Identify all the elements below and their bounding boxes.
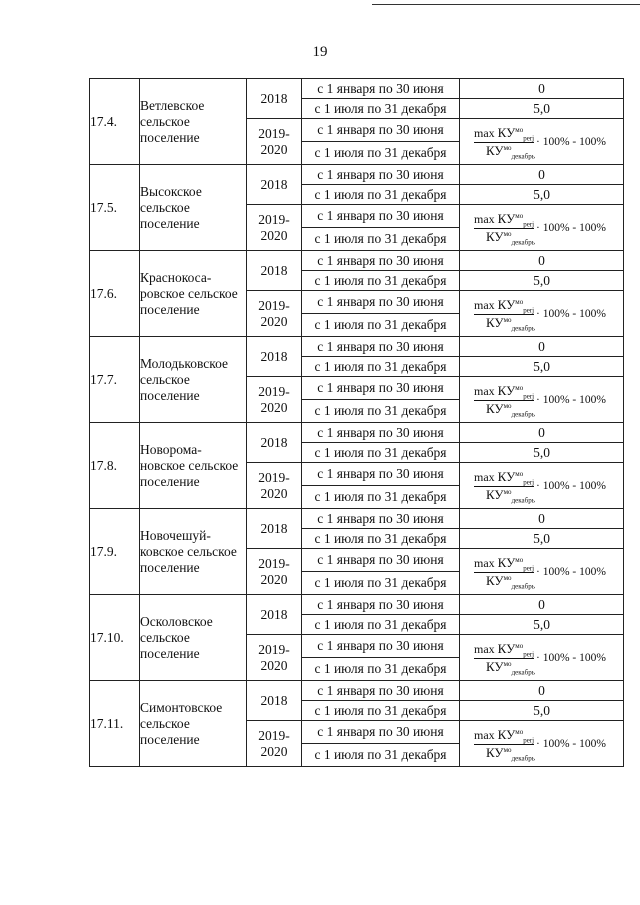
period-cell <box>302 271 460 291</box>
value-text: 5,0 <box>533 616 550 632</box>
year-text: 2018 <box>260 434 288 450</box>
year-text: 2018 <box>260 520 288 536</box>
formula-part: мо <box>503 659 512 668</box>
formula-tail <box>536 478 606 494</box>
formula-cell <box>460 205 624 251</box>
formula-part: КУ <box>497 554 516 570</box>
value-cell <box>460 165 624 185</box>
row-number-text: 17.5. <box>90 199 117 215</box>
value-cell <box>460 99 624 119</box>
formula-part: мо <box>515 211 524 220</box>
value-text: 0 <box>538 252 545 268</box>
formula-part: КУ <box>497 382 516 398</box>
settlement-name <box>140 251 247 337</box>
formula-part: мо <box>503 745 512 754</box>
table-row <box>90 595 624 615</box>
year-text: 2018 <box>260 176 288 192</box>
year-cell <box>247 721 302 767</box>
value-text: 5,0 <box>533 702 550 718</box>
value-text: 0 <box>538 166 545 182</box>
formula-part: · <box>536 479 540 492</box>
year-text: 2018 <box>260 606 288 622</box>
row-number-text: 17.7. <box>90 371 117 387</box>
formula-part: max <box>474 727 495 742</box>
year-cell <box>247 251 302 291</box>
formula-part: КУ <box>486 486 504 502</box>
formula-numerator <box>474 383 534 401</box>
year-text: 2019-2020 <box>258 383 290 415</box>
value-text: 5,0 <box>533 100 550 116</box>
period-cell <box>302 658 460 681</box>
period-cell <box>302 377 460 400</box>
row-number <box>90 423 140 509</box>
value-cell <box>460 271 624 291</box>
formula-numerator <box>474 727 534 745</box>
formula-denominator <box>486 315 535 331</box>
value-text: 0 <box>538 510 545 526</box>
year-text: 2019-2020 <box>258 727 290 759</box>
value-cell <box>460 701 624 721</box>
formula-part: КУ <box>486 228 504 244</box>
settlement-name <box>140 681 247 767</box>
table-row <box>90 509 624 529</box>
period-text: с 1 июля по 31 декабря <box>314 575 447 590</box>
year-text: 2019-2020 <box>258 641 290 673</box>
tariff-table <box>89 78 624 767</box>
formula-part: · <box>536 393 540 406</box>
period-cell <box>302 635 460 658</box>
page-number: 19 <box>312 44 328 60</box>
period-text: с 1 января по 30 июня <box>317 510 444 526</box>
formula-part: · <box>536 651 540 664</box>
formula-cell <box>460 721 624 767</box>
settlement-name-text: Высокское сельское поселение <box>140 183 202 231</box>
formula-part: 100% - 100% <box>542 221 606 234</box>
period-text: с 1 июля по 31 декабря <box>314 272 447 288</box>
year-cell <box>247 337 302 377</box>
period-cell <box>302 529 460 549</box>
value-cell <box>460 529 624 549</box>
formula-part: мо <box>503 315 512 324</box>
value-cell <box>460 79 624 99</box>
formula-denominator <box>486 229 535 245</box>
year-cell <box>247 635 302 681</box>
formula-part: мо <box>515 297 524 306</box>
row-number-text: 17.9. <box>90 543 117 559</box>
settlement-name-text: Краснокоса-ровское сельское поселение <box>140 269 238 317</box>
formula-part: мо <box>503 401 512 410</box>
row-number <box>90 251 140 337</box>
formula-cell <box>460 549 624 595</box>
formula-tail <box>536 220 606 236</box>
formula-numerator <box>474 641 534 659</box>
period-cell <box>302 165 460 185</box>
period-text: с 1 января по 30 июня <box>317 552 444 567</box>
row-number-text: 17.6. <box>90 285 117 301</box>
period-cell <box>302 251 460 271</box>
formula-part: мо <box>515 727 524 736</box>
growth-formula <box>460 207 623 249</box>
period-cell <box>302 357 460 377</box>
formula-part: · <box>536 221 540 234</box>
growth-formula <box>460 551 623 593</box>
period-text: с 1 июля по 31 декабря <box>314 489 447 504</box>
row-number <box>90 595 140 681</box>
formula-part: мо <box>515 641 524 650</box>
year-text: 2019-2020 <box>258 555 290 587</box>
year-cell <box>247 423 302 463</box>
period-text: с 1 января по 30 июня <box>317 294 444 309</box>
settlement-name-text: Осколовское сельское поселение <box>140 613 213 661</box>
period-cell <box>302 99 460 119</box>
growth-formula <box>460 637 623 679</box>
period-cell <box>302 572 460 595</box>
formula-cell <box>460 635 624 681</box>
period-text: с 1 января по 30 июня <box>317 252 444 268</box>
year-cell <box>247 377 302 423</box>
year-text: 2019-2020 <box>258 211 290 243</box>
formula-part: · <box>536 565 540 578</box>
period-cell <box>302 119 460 142</box>
value-cell <box>460 185 624 205</box>
formula-part: реrj <box>523 563 535 572</box>
period-text: с 1 июля по 31 декабря <box>314 661 447 676</box>
period-text: с 1 января по 30 июня <box>317 724 444 739</box>
formula-part: КУ <box>497 296 516 312</box>
value-text: 0 <box>538 682 545 698</box>
formula-part: 100% - 100% <box>542 565 606 578</box>
formula-part: КУ <box>497 210 516 226</box>
period-text: с 1 июля по 31 декабря <box>314 145 447 160</box>
formula-part: реrj <box>523 735 535 744</box>
period-cell <box>302 185 460 205</box>
formula-part: декабрь <box>511 151 535 160</box>
formula-part: 100% - 100% <box>542 479 606 492</box>
formula-numerator <box>474 469 534 487</box>
formula-part: 100% - 100% <box>542 651 606 664</box>
row-number <box>90 337 140 423</box>
formula-denominator <box>486 487 535 503</box>
year-cell <box>247 509 302 549</box>
formula-cell <box>460 463 624 509</box>
formula-part: декабрь <box>511 409 535 418</box>
formula-part: КУ <box>497 640 516 656</box>
formula-part: КУ <box>497 726 516 742</box>
formula-tail <box>536 650 606 666</box>
row-number-text: 17.8. <box>90 457 117 473</box>
row-number <box>90 79 140 165</box>
formula-tail <box>536 564 606 580</box>
period-text: с 1 июля по 31 декабря <box>314 530 447 546</box>
formula-part: · <box>536 737 540 750</box>
table-row <box>90 681 624 701</box>
formula-part: КУ <box>486 142 504 158</box>
formula-part: max <box>474 383 495 398</box>
period-text: с 1 января по 30 июня <box>317 682 444 698</box>
formula-part: КУ <box>497 468 516 484</box>
formula-part: мо <box>503 573 512 582</box>
formula-part: реrj <box>523 391 535 400</box>
settlement-name-text: Молодьковское сельское поселение <box>140 355 229 403</box>
formula-part: декабрь <box>511 323 535 332</box>
period-text: с 1 июля по 31 декабря <box>314 747 447 762</box>
period-cell <box>302 423 460 443</box>
formula-part: 100% - 100% <box>542 737 606 750</box>
value-text: 0 <box>538 596 545 612</box>
formula-numerator <box>474 125 534 143</box>
year-text: 2018 <box>260 692 288 708</box>
formula-part: max <box>474 469 495 484</box>
period-text: с 1 июля по 31 декабря <box>314 403 447 418</box>
year-cell <box>247 291 302 337</box>
period-cell <box>302 400 460 423</box>
value-text: 0 <box>538 424 545 440</box>
period-text: с 1 июля по 31 декабря <box>314 702 447 718</box>
formula-denominator <box>486 143 535 159</box>
settlement-name <box>140 509 247 595</box>
year-text: 2019-2020 <box>258 469 290 501</box>
period-text: с 1 января по 30 июня <box>317 380 444 395</box>
period-text: с 1 июля по 31 декабря <box>314 186 447 202</box>
year-cell <box>247 463 302 509</box>
value-text: 0 <box>538 338 545 354</box>
period-cell <box>302 549 460 572</box>
value-cell <box>460 595 624 615</box>
formula-part: КУ <box>486 572 504 588</box>
growth-formula <box>460 121 623 163</box>
formula-part: мо <box>515 555 524 564</box>
formula-part: мо <box>503 229 512 238</box>
value-cell <box>460 509 624 529</box>
row-number-text: 17.4. <box>90 113 117 129</box>
formula-denominator <box>486 745 535 761</box>
settlement-name <box>140 165 247 251</box>
formula-part: декабрь <box>511 753 535 762</box>
formula-cell <box>460 291 624 337</box>
value-cell <box>460 443 624 463</box>
period-text: с 1 июля по 31 декабря <box>314 231 447 246</box>
formula-tail <box>536 736 606 752</box>
period-text: с 1 января по 30 июня <box>317 208 444 223</box>
table-row <box>90 337 624 357</box>
formula-part: мо <box>515 125 524 134</box>
year-cell <box>247 119 302 165</box>
settlement-name <box>140 595 247 681</box>
formula-part: реrj <box>523 305 535 314</box>
formula-part: реrj <box>523 649 535 658</box>
period-cell <box>302 228 460 251</box>
period-text: с 1 июля по 31 декабря <box>314 100 447 116</box>
period-cell <box>302 721 460 744</box>
table-row <box>90 79 624 99</box>
year-cell <box>247 165 302 205</box>
period-text: с 1 января по 30 июня <box>317 80 444 96</box>
period-cell <box>302 314 460 337</box>
period-cell <box>302 681 460 701</box>
formula-numerator <box>474 555 534 573</box>
formula-part: КУ <box>497 124 516 140</box>
growth-formula <box>460 465 623 507</box>
formula-part: 100% - 100% <box>542 307 606 320</box>
period-text: с 1 июля по 31 декабря <box>314 358 447 374</box>
year-text: 2018 <box>260 262 288 278</box>
row-number <box>90 165 140 251</box>
period-cell <box>302 509 460 529</box>
period-cell <box>302 701 460 721</box>
period-text: с 1 января по 30 июня <box>317 596 444 612</box>
formula-part: 100% - 100% <box>542 135 606 148</box>
formula-part: мо <box>515 469 524 478</box>
formula-part: КУ <box>486 400 504 416</box>
period-text: с 1 июля по 31 декабря <box>314 317 447 332</box>
period-cell <box>302 291 460 314</box>
formula-part: декабрь <box>511 495 535 504</box>
formula-part: · <box>536 307 540 320</box>
formula-part: max <box>474 125 495 140</box>
year-text: 2019-2020 <box>258 125 290 157</box>
table-row <box>90 423 624 443</box>
formula-tail <box>536 306 606 322</box>
growth-formula <box>460 379 623 421</box>
period-text: с 1 июля по 31 декабря <box>314 444 447 460</box>
formula-denominator <box>486 401 535 417</box>
settlement-name <box>140 79 247 165</box>
value-cell <box>460 681 624 701</box>
formula-part: КУ <box>486 744 504 760</box>
formula-part: КУ <box>486 314 504 330</box>
formula-part: реrj <box>523 477 535 486</box>
formula-part: мо <box>515 383 524 392</box>
period-text: с 1 января по 30 июня <box>317 638 444 653</box>
formula-part: КУ <box>486 658 504 674</box>
value-text: 0 <box>538 80 545 96</box>
value-text: 5,0 <box>533 272 550 288</box>
formula-part: max <box>474 641 495 656</box>
growth-formula <box>460 723 623 765</box>
period-text: с 1 января по 30 июня <box>317 466 444 481</box>
settlement-name <box>140 337 247 423</box>
formula-part: max <box>474 297 495 312</box>
formula-denominator <box>486 659 535 675</box>
year-cell <box>247 205 302 251</box>
period-cell <box>302 744 460 767</box>
row-number-text: 17.11. <box>90 715 124 731</box>
period-cell <box>302 205 460 228</box>
growth-formula <box>460 293 623 335</box>
formula-cell <box>460 119 624 165</box>
formula-part: реrj <box>523 219 535 228</box>
formula-part: мо <box>503 143 512 152</box>
formula-part: · <box>536 135 540 148</box>
year-cell <box>247 79 302 119</box>
formula-part: декабрь <box>511 667 535 676</box>
formula-part: реrj <box>523 133 535 142</box>
formula-part: декабрь <box>511 581 535 590</box>
year-text: 2018 <box>260 90 288 106</box>
value-cell <box>460 337 624 357</box>
period-cell <box>302 337 460 357</box>
year-cell <box>247 681 302 721</box>
formula-denominator <box>486 573 535 589</box>
value-cell <box>460 251 624 271</box>
period-cell <box>302 595 460 615</box>
formula-numerator <box>474 211 534 229</box>
year-cell <box>247 549 302 595</box>
formula-numerator <box>474 297 534 315</box>
formula-tail <box>536 134 606 150</box>
table-row <box>90 251 624 271</box>
row-number <box>90 509 140 595</box>
year-cell <box>247 595 302 635</box>
settlement-name <box>140 423 247 509</box>
period-text: с 1 января по 30 июня <box>317 424 444 440</box>
period-text: с 1 июля по 31 декабря <box>314 616 447 632</box>
formula-part: мо <box>503 487 512 496</box>
value-text: 5,0 <box>533 186 550 202</box>
period-text: с 1 января по 30 июня <box>317 166 444 182</box>
settlement-name-text: Симонтовское сельское поселение <box>140 699 223 747</box>
period-cell <box>302 463 460 486</box>
period-cell <box>302 79 460 99</box>
settlement-name-text: Новочешуй-ковское сельское поселение <box>140 527 237 575</box>
value-text: 5,0 <box>533 530 550 546</box>
period-cell <box>302 615 460 635</box>
formula-cell <box>460 377 624 423</box>
table-row <box>90 165 624 185</box>
formula-tail <box>536 392 606 408</box>
period-cell <box>302 486 460 509</box>
formula-part: 100% - 100% <box>542 393 606 406</box>
period-cell <box>302 443 460 463</box>
period-text: с 1 января по 30 июня <box>317 338 444 354</box>
year-text: 2018 <box>260 348 288 364</box>
year-text: 2019-2020 <box>258 297 290 329</box>
value-cell <box>460 615 624 635</box>
formula-part: декабрь <box>511 237 535 246</box>
row-number <box>90 681 140 767</box>
value-cell <box>460 423 624 443</box>
value-cell <box>460 357 624 377</box>
settlement-name-text: Новорома-новское сельское поселение <box>140 441 239 489</box>
row-number-text: 17.10. <box>90 629 124 645</box>
period-text: с 1 января по 30 июня <box>317 122 444 137</box>
value-text: 5,0 <box>533 358 550 374</box>
formula-part: max <box>474 555 495 570</box>
settlement-name-text: Ветлевское сельское поселение <box>140 97 205 145</box>
period-cell <box>302 142 460 165</box>
top-rule <box>372 4 640 5</box>
value-text: 5,0 <box>533 444 550 460</box>
formula-part: max <box>474 211 495 226</box>
